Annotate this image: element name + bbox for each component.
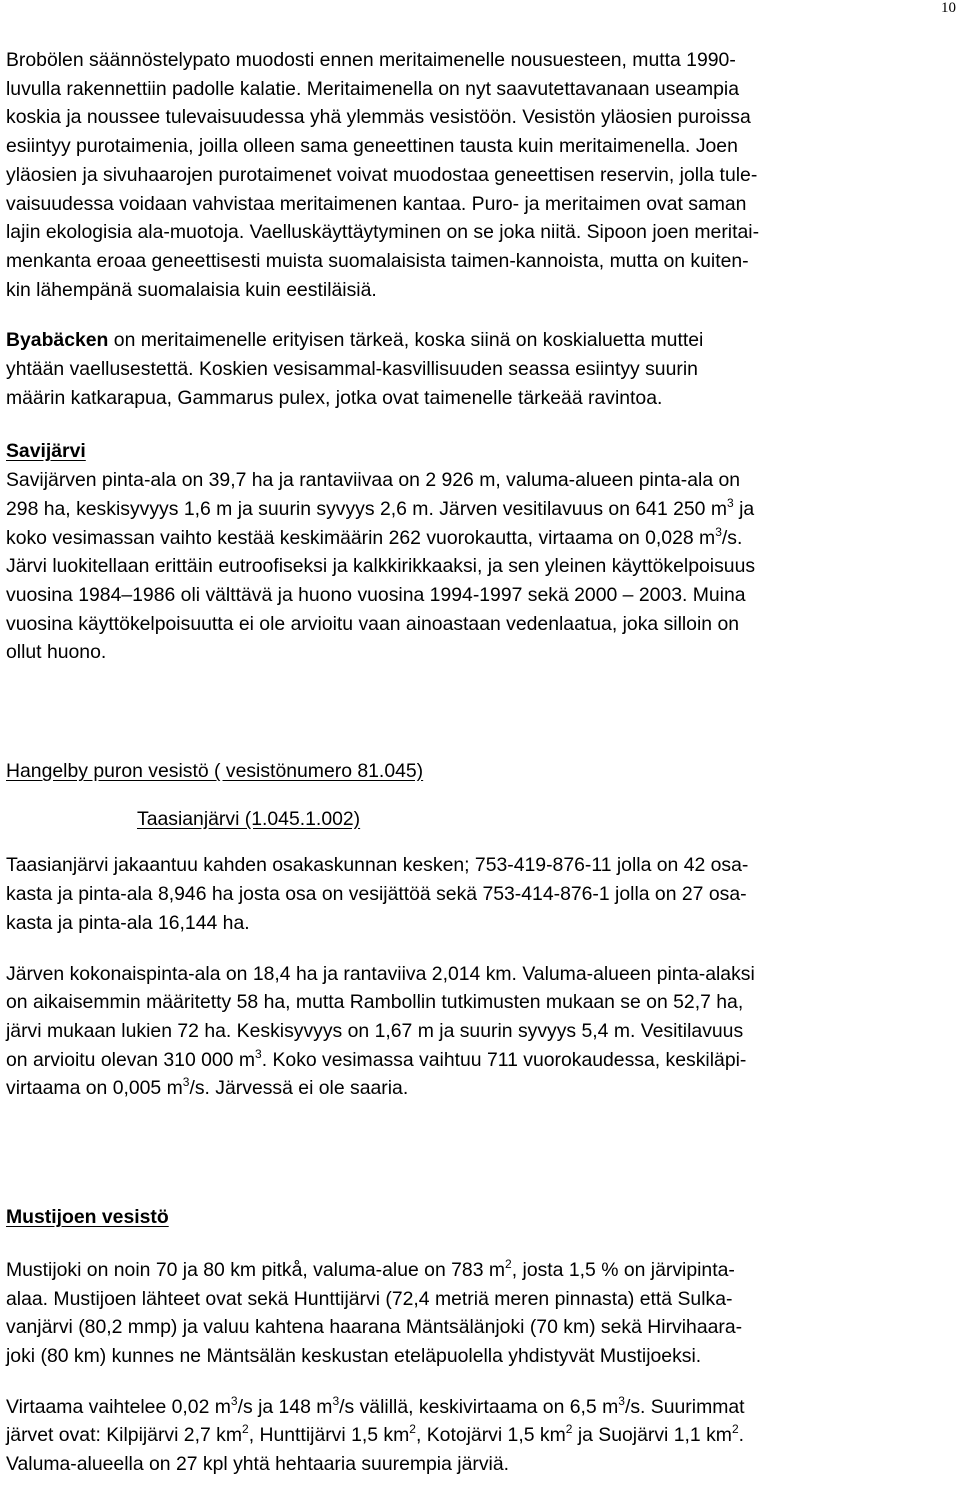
document-body xyxy=(6,46,954,1479)
paragraph-taasianjarvi-stats: Järven kokonaispinta-ala on 18,4 ha ja rantaviiva 2,014 km. Valuma-alueen pinta-alaksi on aikaisemmin määritetty 58 ha, mutta Rambollin tutkimusten mukaan se on 52,7 ha, järvi mukaan lukien 72 ha. Keskisyvyys on 1,67 m ja suurin syvyys 5,4 m. Vesitilavuus on arvioitu olevan 310 000 $m^3$. Koko vesimassa vaihtuu 711 vuorokaudessa, keskiläpi- virtaama on 0,005 $m^3/s$. Järvessä ei ole saaria. xyxy=(6,962,755,1100)
paragraph-mustijoki-sources: Mustijoki on noin 70 ja 80 km pitkå, valuma-alue on 783 $m^2$, josta 1,5 % on järvipinta- alaa. Mustijoen lähteet ovat sekä Hunttijärvi (72,4 metriä meren pinnasta) että Sulka- vanjärvi (80,2 mmp) ja valuu kahtena haarana Mäntsälänjoki (70 km) sekä Hirvihaara- joki (80 km) kunnes ne Mäntsälän keskustan eteläpuolella yhdistyvät Mustijoeksi. xyxy=(6,1256,743,1367)
paragraph-savijarvi: Savijärven pinta-ala on 39,7 ha ja rantaviivaa on 2 926 m, valuma-alueen pinta-ala on 298 ha, keskisyvyys 1,6 m ja suurin syvyys 2,6 m. Järven vesitilavuus on 641 250 $m^3$ ja koko vesimassan vaihto kestää keskimäärin 262 vuorokautta, virtaama on 0,028 $m^3/s$. Järvi luokitellaan erittäin eutroofiseksi ja kalkkirikkaaksi, ja sen yleinen käyttökelpoisuus vuosina 1984–1986 oli välttävä ja huono vuosina 1994-1997 sekä 2000 – 2003. Muina vuosina käyttökelpoisuutta ei ole arvioitu vaan ainoastaan vedenlaatua, joka silloin on ollut huono. xyxy=(6,469,756,664)
byabacken-heading: Byabäcken xyxy=(6,329,109,352)
taasianjarvi-heading: Taasianjärvi (1.045.1.002) xyxy=(137,807,361,830)
paragraph-byabacken xyxy=(6,326,954,412)
mustijoki-heading: Mustijoen vesistö xyxy=(6,1206,169,1229)
savijarvi-heading: Savijärvi xyxy=(6,440,86,463)
paragraph-brobolen: Brobölen säännöstelypato muodosti ennen meritaimenelle nousuesteen, mutta 1990- luvulla rakennettiin padolle kalatie. Meritaimenella on nyt saavutettavanaan useampia koskia ja noussee tulevaisuudessa yhä ylemmäs vesistöön. Vesistön yläosien puroissa esiintyy purotaimenia, joilla olleen sama geneettinen tausta kuin meritaimenella. Joen yläosien ja sivuhaarojen purotaimenet voivat muodostaa geneettisen reservin, jolla tule- vaisuudessa voidaan vahvistaa meritaimenen kantaa. Puro- ja meritaimen ovat saman lajin ekologisia ala-muotoja. Vaelluskäyttäytyminen on se joka niitä. Sipoon joen meritai- menkanta eroaa geneettisesti muista suomalaisista taimen-kannoista, mutta on kuiten- kin lähempänä suomalaisia kuin eestiläisiä. xyxy=(6,49,760,301)
hangelby-heading: Hangelby puron vesistö ( vesistönumero 81.045) xyxy=(6,760,424,783)
paragraph-taasianjarvi-owners: Taasianjärvi jakaantuu kahden osakaskunnan kesken; 753-419-876-11 jolla on 42 osa- kasta ja pinta-ala 8,946 ha josta osa on vesijättöä sekä 753-414-876-1 jolla on 27 osa- kasta ja pinta-ala 16,144 ha. xyxy=(6,854,749,934)
paragraph-mustijoki-flow: Virtaama vaihtelee 0,02 $m^3/s$ ja 148 $m^3/s$ välillä, keskivirtaama on 6,5 $m^3/s$. Suurimmat järvet ovat: Kilpijärvi 2,7 $km^2$, Hunttijärvi 1,5 $km^2$, Kotojärvi 1,5 $km^2$ ja Suojärvi 1,1 $km^2$. Valuma-alueella on 27 kpl yhtä hehtaaria suurempia järviä. xyxy=(6,1393,745,1476)
page-number: 10 xyxy=(941,0,956,16)
byabacken-text: on meritaimenelle erityisen tärkeä, koska siinä on koskialuetta muttei yhtään vaellusestettä. Koskien vesisammal-kasvillisuuden seassa esiintyy suurin määrin katkarapua, Gammarus pulex, jotka ovat taimenelle tärkeää ravintoa. xyxy=(6,329,704,409)
